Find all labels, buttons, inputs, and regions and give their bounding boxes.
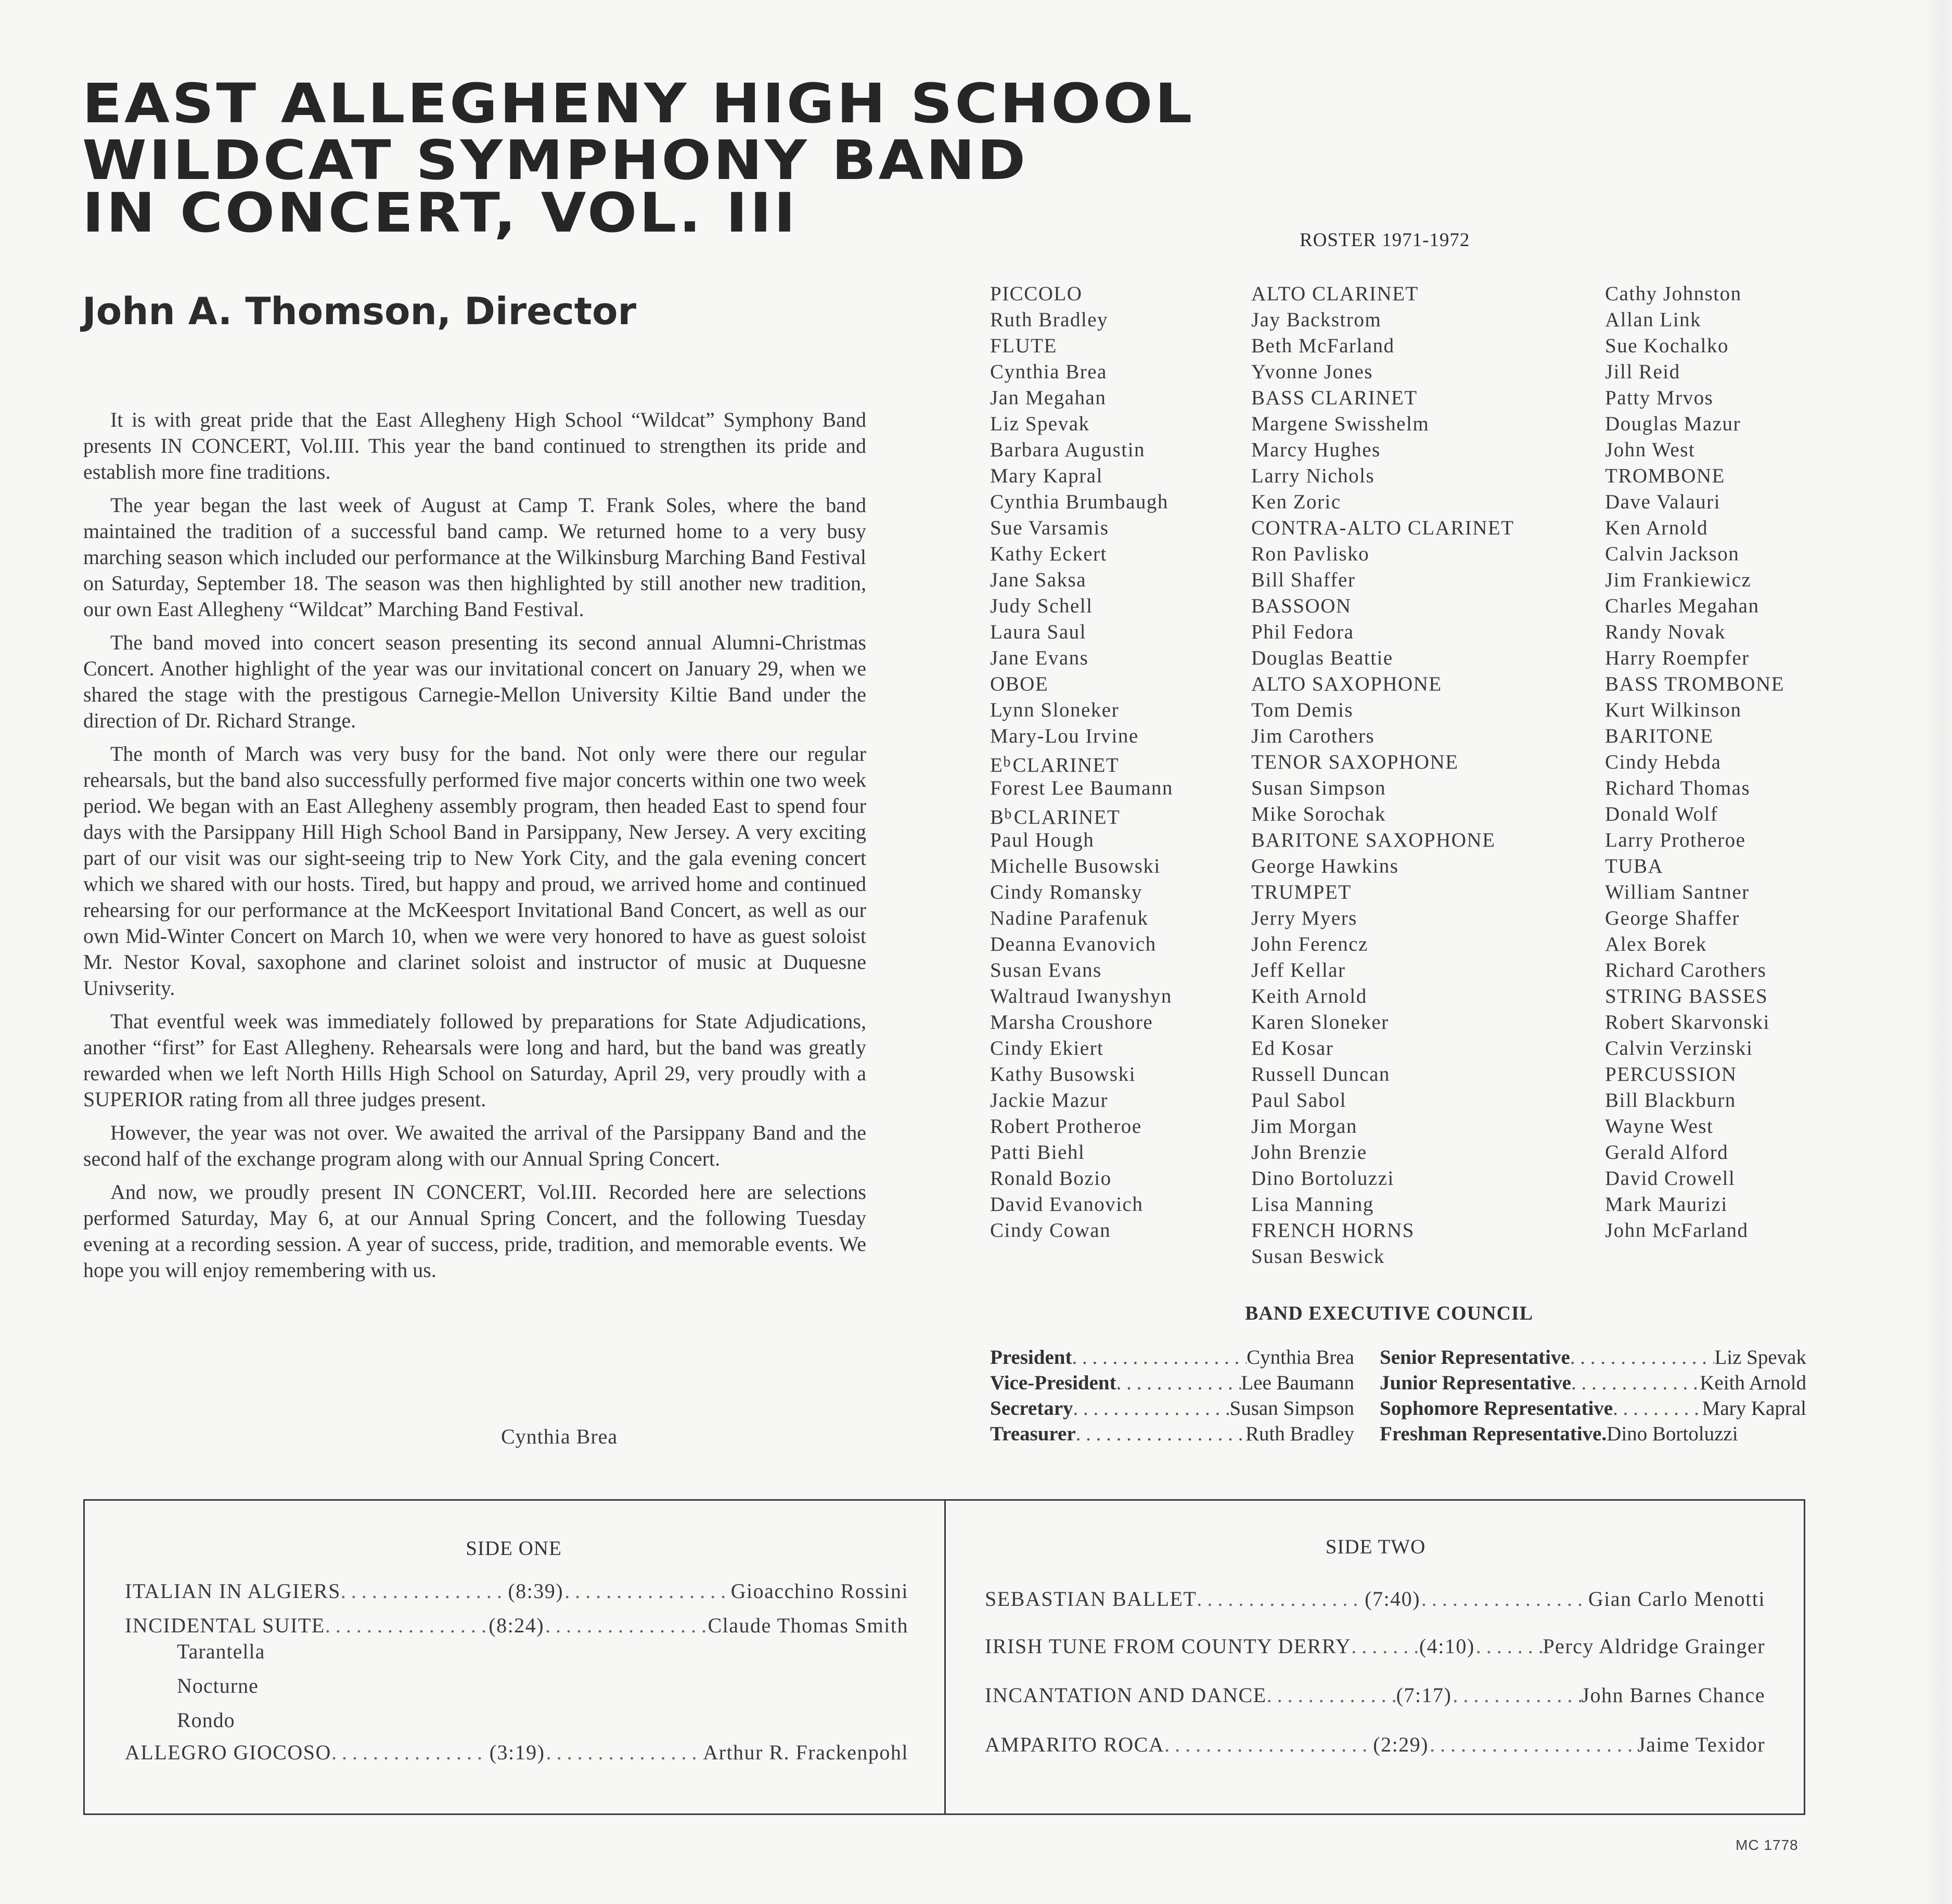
roster-member: Keith Arnold <box>1251 985 1367 1007</box>
side-one-title: SIDE ONE <box>466 1537 562 1560</box>
roster-member: Lynn Sloneker <box>990 699 1120 721</box>
roster-member: Deanna Evanovich <box>990 933 1157 955</box>
leader-dots <box>545 1613 708 1638</box>
council-role: Treasurer <box>990 1423 1076 1445</box>
roster-section-heading: BARITONE <box>1605 725 1714 747</box>
council-role: President <box>990 1346 1072 1369</box>
roster-section-heading: TRUMPET <box>1251 881 1352 903</box>
roster-member: John Brenzie <box>1251 1141 1367 1164</box>
roster-member: Forest Lee Baumann <box>990 777 1173 799</box>
council-title: BAND EXECUTIVE COUNCIL <box>1245 1302 1534 1324</box>
roster-member: Ronald Bozio <box>990 1167 1112 1190</box>
council-role: Vice-President <box>990 1372 1116 1394</box>
council-member: Susan Simpson <box>1229 1397 1354 1420</box>
director-credit: John A. Thomson, Director <box>82 289 637 333</box>
leader-dots <box>341 1579 507 1603</box>
roster-member: Robert Skarvonski <box>1605 1011 1770 1033</box>
track-title: IRISH TUNE FROM COUNTY DERRY <box>985 1634 1352 1658</box>
roster-member: Cindy Cowan <box>990 1219 1111 1242</box>
track-title: INCANTATION AND DANCE <box>985 1683 1267 1707</box>
roster-member: Bill Shaffer <box>1251 569 1356 591</box>
catalog-number: MC 1778 <box>1736 1837 1799 1853</box>
leader-dots <box>1571 1370 1700 1396</box>
council-member: Ruth Bradley <box>1245 1423 1354 1445</box>
roster-section-heading: BASSOON <box>1251 595 1352 617</box>
roster-member: Jim Frankiewicz <box>1605 569 1752 591</box>
roster-section-heading: STRING BASSES <box>1605 985 1768 1007</box>
leader-dots <box>1072 1345 1247 1370</box>
roster-member: Mark Maurizi <box>1605 1193 1728 1216</box>
roster-member: Calvin Verzinski <box>1605 1037 1753 1059</box>
leader-dots <box>1267 1683 1395 1707</box>
council-member: Mary Kapral <box>1702 1397 1806 1420</box>
roster-member: William Santner <box>1605 881 1750 903</box>
roster-member: Jan Megahan <box>990 387 1107 409</box>
leader-dots <box>1476 1634 1543 1658</box>
track-title: ITALIAN IN ALGIERS <box>125 1579 341 1603</box>
roster-member: John Ferencz <box>1251 933 1368 955</box>
track-title: INCIDENTAL SUITE <box>125 1614 325 1637</box>
roster-member: Gerald Alford <box>1605 1141 1729 1164</box>
track-title: ALLEGRO GIOCOSO <box>125 1741 331 1764</box>
roster-member: Jane Evans <box>990 647 1089 669</box>
roster-member: Michelle Busowski <box>990 855 1161 877</box>
roster-section-heading: PERCUSSION <box>1605 1063 1737 1085</box>
roster-section-heading: CONTRA-ALTO CLARINET <box>1251 517 1514 539</box>
council-row-secretary <box>990 1396 1354 1421</box>
roster-member: Cynthia Brumbaugh <box>990 491 1168 513</box>
roster-member: Kathy Eckert <box>990 543 1107 565</box>
roster-member: Cathy Johnston <box>1605 283 1742 305</box>
roster-section-heading: ALTO SAXOPHONE <box>1251 673 1442 695</box>
roster-member: Yvonne Jones <box>1251 361 1373 383</box>
leader-dots <box>1430 1732 1637 1757</box>
roster-member: Randy Novak <box>1605 621 1726 643</box>
key-note: E <box>990 753 1004 776</box>
flat-sign-icon: b <box>1003 754 1011 770</box>
council-role: Secretary <box>990 1397 1073 1420</box>
roster-member: Larry Protheroe <box>1605 829 1746 851</box>
liner-paragraph: However, the year was not over. We awaited the arrival of the Parsippany Band and the second half of the exchange program along with our Annual Spring Concert. <box>83 1121 866 1170</box>
roster-section-heading: FRENCH HORNS <box>1251 1219 1415 1242</box>
roster-member: Jill Reid <box>1605 361 1680 383</box>
roster-section-heading: FLUTE <box>990 335 1057 357</box>
side-two-title: SIDE TWO <box>1325 1536 1426 1558</box>
track-composer: Claude Thomas Smith <box>708 1614 909 1637</box>
roster-member: Jim Morgan <box>1251 1115 1357 1138</box>
leader-dots <box>1197 1587 1364 1611</box>
roster-member: Richard Thomas <box>1605 777 1751 799</box>
track-row <box>985 1587 1765 1611</box>
key-note: B <box>990 806 1005 828</box>
roster-member: Lisa Manning <box>1251 1193 1374 1216</box>
council-member: Cynthia Brea <box>1247 1346 1354 1369</box>
roster-member: Susan Simpson <box>1251 777 1386 799</box>
roster-member: Nadine Parafenuk <box>990 907 1149 929</box>
roster-member: Tom Demis <box>1251 699 1354 721</box>
roster-member: George Shaffer <box>1605 907 1740 929</box>
roster-member: Jane Saksa <box>990 569 1087 591</box>
movement-item: Rondo <box>177 1708 235 1732</box>
leader-dots <box>1421 1587 1588 1611</box>
roster-member: Cindy Ekiert <box>990 1037 1104 1059</box>
roster-member: Robert Protheroe <box>990 1115 1142 1138</box>
council-member: Keith Arnold <box>1700 1372 1806 1394</box>
roster-member: Marsha Croushore <box>990 1011 1153 1033</box>
roster-member: Paul Sabol <box>1251 1089 1346 1111</box>
roster-member: Richard Carothers <box>1605 959 1767 981</box>
track-composer: Arthur R. Frackenpohl <box>703 1741 908 1764</box>
council-row-sophomore <box>1380 1396 1806 1421</box>
roster-section-heading <box>990 801 1173 827</box>
track-duration: (7:17) <box>1396 1683 1452 1707</box>
movement-item: Nocturne <box>177 1674 259 1697</box>
roster-member: Sue Kochalko <box>1605 335 1729 357</box>
leader-dots <box>1076 1421 1245 1447</box>
roster-section-heading: BASS TROMBONE <box>1605 673 1784 695</box>
roster-member: Beth McFarland <box>1251 335 1395 357</box>
roster-section-heading: BARITONE SAXOPHONE <box>1251 829 1496 851</box>
council-member: Lee Baumann <box>1241 1372 1354 1394</box>
track-row <box>125 1579 908 1603</box>
roster-member: Calvin Jackson <box>1605 543 1740 565</box>
roster-column-1 <box>990 281 1173 1244</box>
leader-dots <box>1073 1396 1230 1421</box>
council-row-junior <box>1380 1370 1806 1396</box>
liner-paragraph: The month of March was very busy for the band. Not only were there our regular rehearsals, but the band also successfully performed five major concerts within one two week period. We began with an East Allegheny assembly program, then headed East to spend four days with the Parsippany Hill High School Band in Parsippany, New Jersey. A very exciting part of our visit was our sight-seeing trip to New York City, and the gala evening concert which we shared with our hosts. Tired, but happy and proud, we arrived home and continued rehearsing for our performance at the McKeesport Invitational Band Concert, as well as our own Mid-Winter Concert on March 10, when we were very honored to have as guest soloist Mr. Nestor Koval, saxophone and clarinet soloist and instructor of music at Duquesne Univserity. <box>83 742 866 1000</box>
roster-member: Cindy Romansky <box>990 881 1142 903</box>
roster-section-heading: OBOE <box>990 673 1049 695</box>
council-member: Liz Spevak <box>1714 1346 1806 1369</box>
track-composer: Percy Aldridge Grainger <box>1543 1634 1766 1658</box>
movement-item: Tarantella <box>177 1640 265 1663</box>
roster-member: Cindy Hebda <box>1605 751 1722 773</box>
track-title: AMPARITO ROCA <box>985 1733 1165 1756</box>
section-label: CLARINET <box>1013 806 1121 828</box>
liner-paragraph: That eventful week was immediately followed by preparations for State Adjudications, another “first” for East Allegheny. Rehearsals were long and hard, but the band was greatly rewarded when we left North Hills High School on Saturday, April 29, very proudly with a SUPERIOR rating from all three judges present. <box>83 1009 866 1111</box>
roster-section-heading: TENOR SAXOPHONE <box>1251 751 1459 773</box>
track-row <box>985 1732 1765 1757</box>
roster-member: Mike Sorochak <box>1251 803 1386 825</box>
track-duration: (4:10) <box>1419 1634 1475 1658</box>
roster-member: Allan Link <box>1605 309 1702 331</box>
signature: Cynthia Brea <box>501 1425 618 1448</box>
roster-member: Donald Wolf <box>1605 803 1718 825</box>
roster-member: Alex Borek <box>1605 933 1707 955</box>
roster-member: John West <box>1605 439 1696 461</box>
track-duration: (2:29) <box>1373 1733 1429 1756</box>
leader-dots <box>564 1579 730 1603</box>
roster-member: Charles Megahan <box>1605 595 1760 617</box>
roster-section-heading: TROMBONE <box>1605 465 1725 487</box>
roster-member: Ruth Bradley <box>990 309 1109 331</box>
council-row-president <box>990 1345 1354 1370</box>
roster-member: Kurt Wilkinson <box>1605 699 1742 721</box>
council-member: Dino Bortoluzzi <box>1607 1423 1738 1445</box>
council-role: Sophomore Representative <box>1380 1397 1613 1420</box>
leader-dots <box>331 1740 489 1765</box>
roster-member: Harry Roempfer <box>1605 647 1750 669</box>
roster-member: Susan Evans <box>990 959 1102 981</box>
council-row-vice-president <box>990 1370 1354 1396</box>
track-composer: Jaime Texidor <box>1637 1733 1766 1756</box>
roster-section-heading <box>990 749 1173 775</box>
roster-member: Wayne West <box>1605 1115 1714 1138</box>
roster-member: Barbara Augustin <box>990 439 1146 461</box>
roster-member: David Crowell <box>1605 1167 1736 1190</box>
leader-dots <box>1453 1683 1581 1707</box>
leader-dots <box>1613 1396 1702 1421</box>
track-duration: (7:40) <box>1365 1587 1420 1611</box>
roster-member: Jim Carothers <box>1251 725 1375 747</box>
roster-member: Jerry Myers <box>1251 907 1357 929</box>
council-representatives <box>1380 1345 1806 1447</box>
roster-member: Phil Fedora <box>1251 621 1354 643</box>
roster-member: Patty Mrvos <box>1605 387 1714 409</box>
roster-member: Ed Kosar <box>1251 1037 1334 1059</box>
track-composer: John Barnes Chance <box>1581 1683 1765 1707</box>
track-composer: Gioacchino Rossini <box>730 1579 909 1603</box>
roster-member: Susan Beswick <box>1251 1245 1385 1268</box>
roster-member: Larry Nichols <box>1251 465 1375 487</box>
council-role: Senior Representative <box>1380 1346 1570 1369</box>
council-officers <box>990 1345 1354 1447</box>
track-duration: (3:19) <box>489 1741 545 1764</box>
roster-member: Kathy Busowski <box>990 1063 1136 1085</box>
roster-member: Karen Sloneker <box>1251 1011 1389 1033</box>
album-title-line-3: IN CONCERT, VOL. III <box>82 181 798 245</box>
scan-edge-shadow <box>1925 0 1952 1904</box>
liner-notes <box>83 407 866 1290</box>
track-row <box>125 1613 908 1638</box>
roster-member: Douglas Mazur <box>1605 413 1741 435</box>
roster-member: Mary Kapral <box>990 465 1103 487</box>
track-duration: (8:39) <box>508 1579 564 1603</box>
roster-member: Waltraud Iwanyshyn <box>990 985 1172 1007</box>
leader-dots <box>1116 1370 1241 1396</box>
roster-member: David Evanovich <box>990 1193 1144 1216</box>
roster-member: Marcy Hughes <box>1251 439 1381 461</box>
track-row <box>985 1683 1765 1707</box>
roster-member: Dave Valauri <box>1605 491 1720 513</box>
roster-column-3 <box>1605 281 1784 1244</box>
roster-member: Judy Schell <box>990 595 1093 617</box>
liner-paragraph: It is with great pride that the East Allegheny High School “Wildcat” Symphony Band presents IN CONCERT, Vol.III. This year the band continued to strengthen its pride and establish more fine traditions. <box>83 408 866 483</box>
liner-paragraph: And now, we proudly present IN CONCERT, Vol.III. Recorded here are selections performed Saturday, May 6, at our Annual Spring Concert, and the following Tuesday evening at a recording session. A year of success, pride, tradition, and memorable events. We hope you will enjoy remembering with us. <box>83 1180 866 1282</box>
roster-member: Jeff Kellar <box>1251 959 1346 981</box>
roster-member: John McFarland <box>1605 1219 1749 1242</box>
roster-member: Ron Pavlisko <box>1251 543 1370 565</box>
roster-section-heading: TUBA <box>1605 855 1664 877</box>
track-title: SEBASTIAN BALLET <box>985 1587 1197 1611</box>
track-row <box>985 1634 1765 1658</box>
roster-member: Ken Zoric <box>1251 491 1341 513</box>
liner-paragraph: The year began the last week of August at Camp T. Frank Soles, where the band maintained the tradition of a successful band camp. We returned home to a very busy marching season which included our performance at the Wilkinsburg Marching Band Festival on Saturday, September 18. The season was then highlighted by still another new tradition, our own East Allegheny “Wildcat” Marching Band Festival. <box>83 493 866 621</box>
roster-member: Jay Backstrom <box>1251 309 1382 331</box>
roster-member: Liz Spevak <box>990 413 1090 435</box>
roster-member: Russell Duncan <box>1251 1063 1390 1085</box>
council-row-treasurer <box>990 1421 1354 1447</box>
roster-member: Ken Arnold <box>1605 517 1709 539</box>
council-role: Junior Representative <box>1380 1372 1571 1394</box>
roster-section-heading: BASS CLARINET <box>1251 387 1418 409</box>
roster-member: Jackie Mazur <box>990 1089 1108 1111</box>
roster-member: Paul Hough <box>990 829 1095 851</box>
leader-dots <box>1164 1732 1372 1757</box>
track-row <box>125 1740 908 1765</box>
roster-member: Mary-Lou Irvine <box>990 725 1139 747</box>
leader-dots <box>546 1740 703 1765</box>
track-duration: (8:24) <box>489 1614 545 1637</box>
roster-member: Dino Bortoluzzi <box>1251 1167 1394 1190</box>
council-row-senior <box>1380 1345 1806 1370</box>
roster-member: Bill Blackburn <box>1605 1089 1736 1111</box>
track-composer: Gian Carlo Menotti <box>1588 1587 1765 1611</box>
album-title-line-2: WILDCAT SYMPHONY BAND <box>82 129 1028 192</box>
roster-member: Patti Biehl <box>990 1141 1085 1164</box>
roster-member: Laura Saul <box>990 621 1087 643</box>
section-label: CLARINET <box>1012 753 1120 776</box>
roster-member: Douglas Beattie <box>1251 647 1393 669</box>
council-role: Freshman Representative. <box>1380 1423 1607 1445</box>
roster-column-2 <box>1251 281 1514 1270</box>
leader-dots <box>1570 1345 1715 1370</box>
leader-dots <box>325 1613 487 1638</box>
roster-member: George Hawkins <box>1251 855 1399 877</box>
roster-section-heading: PICCOLO <box>990 283 1083 305</box>
liner-paragraph: The band moved into concert season presenting its second annual Alumni-Christmas Concert. Another highlight of the year was our invitational concert on January 29, when we shared the stage with the prestigous Carnegie-Mellon University Kiltie Band under the direction of Dr. Richard Strange. <box>83 631 866 732</box>
roster-member: Margene Swisshelm <box>1251 413 1430 435</box>
leader-dots <box>1351 1634 1418 1658</box>
council-row-freshman <box>1380 1421 1806 1447</box>
roster-title: ROSTER 1971-1972 <box>1300 229 1470 251</box>
roster-member: Cynthia Brea <box>990 361 1107 383</box>
flat-sign-icon: b <box>1004 806 1012 822</box>
album-title-line-1: EAST ALLEGHENY HIGH SCHOOL <box>82 72 1195 135</box>
roster-member: Sue Varsamis <box>990 517 1109 539</box>
roster-section-heading: ALTO CLARINET <box>1251 283 1419 305</box>
